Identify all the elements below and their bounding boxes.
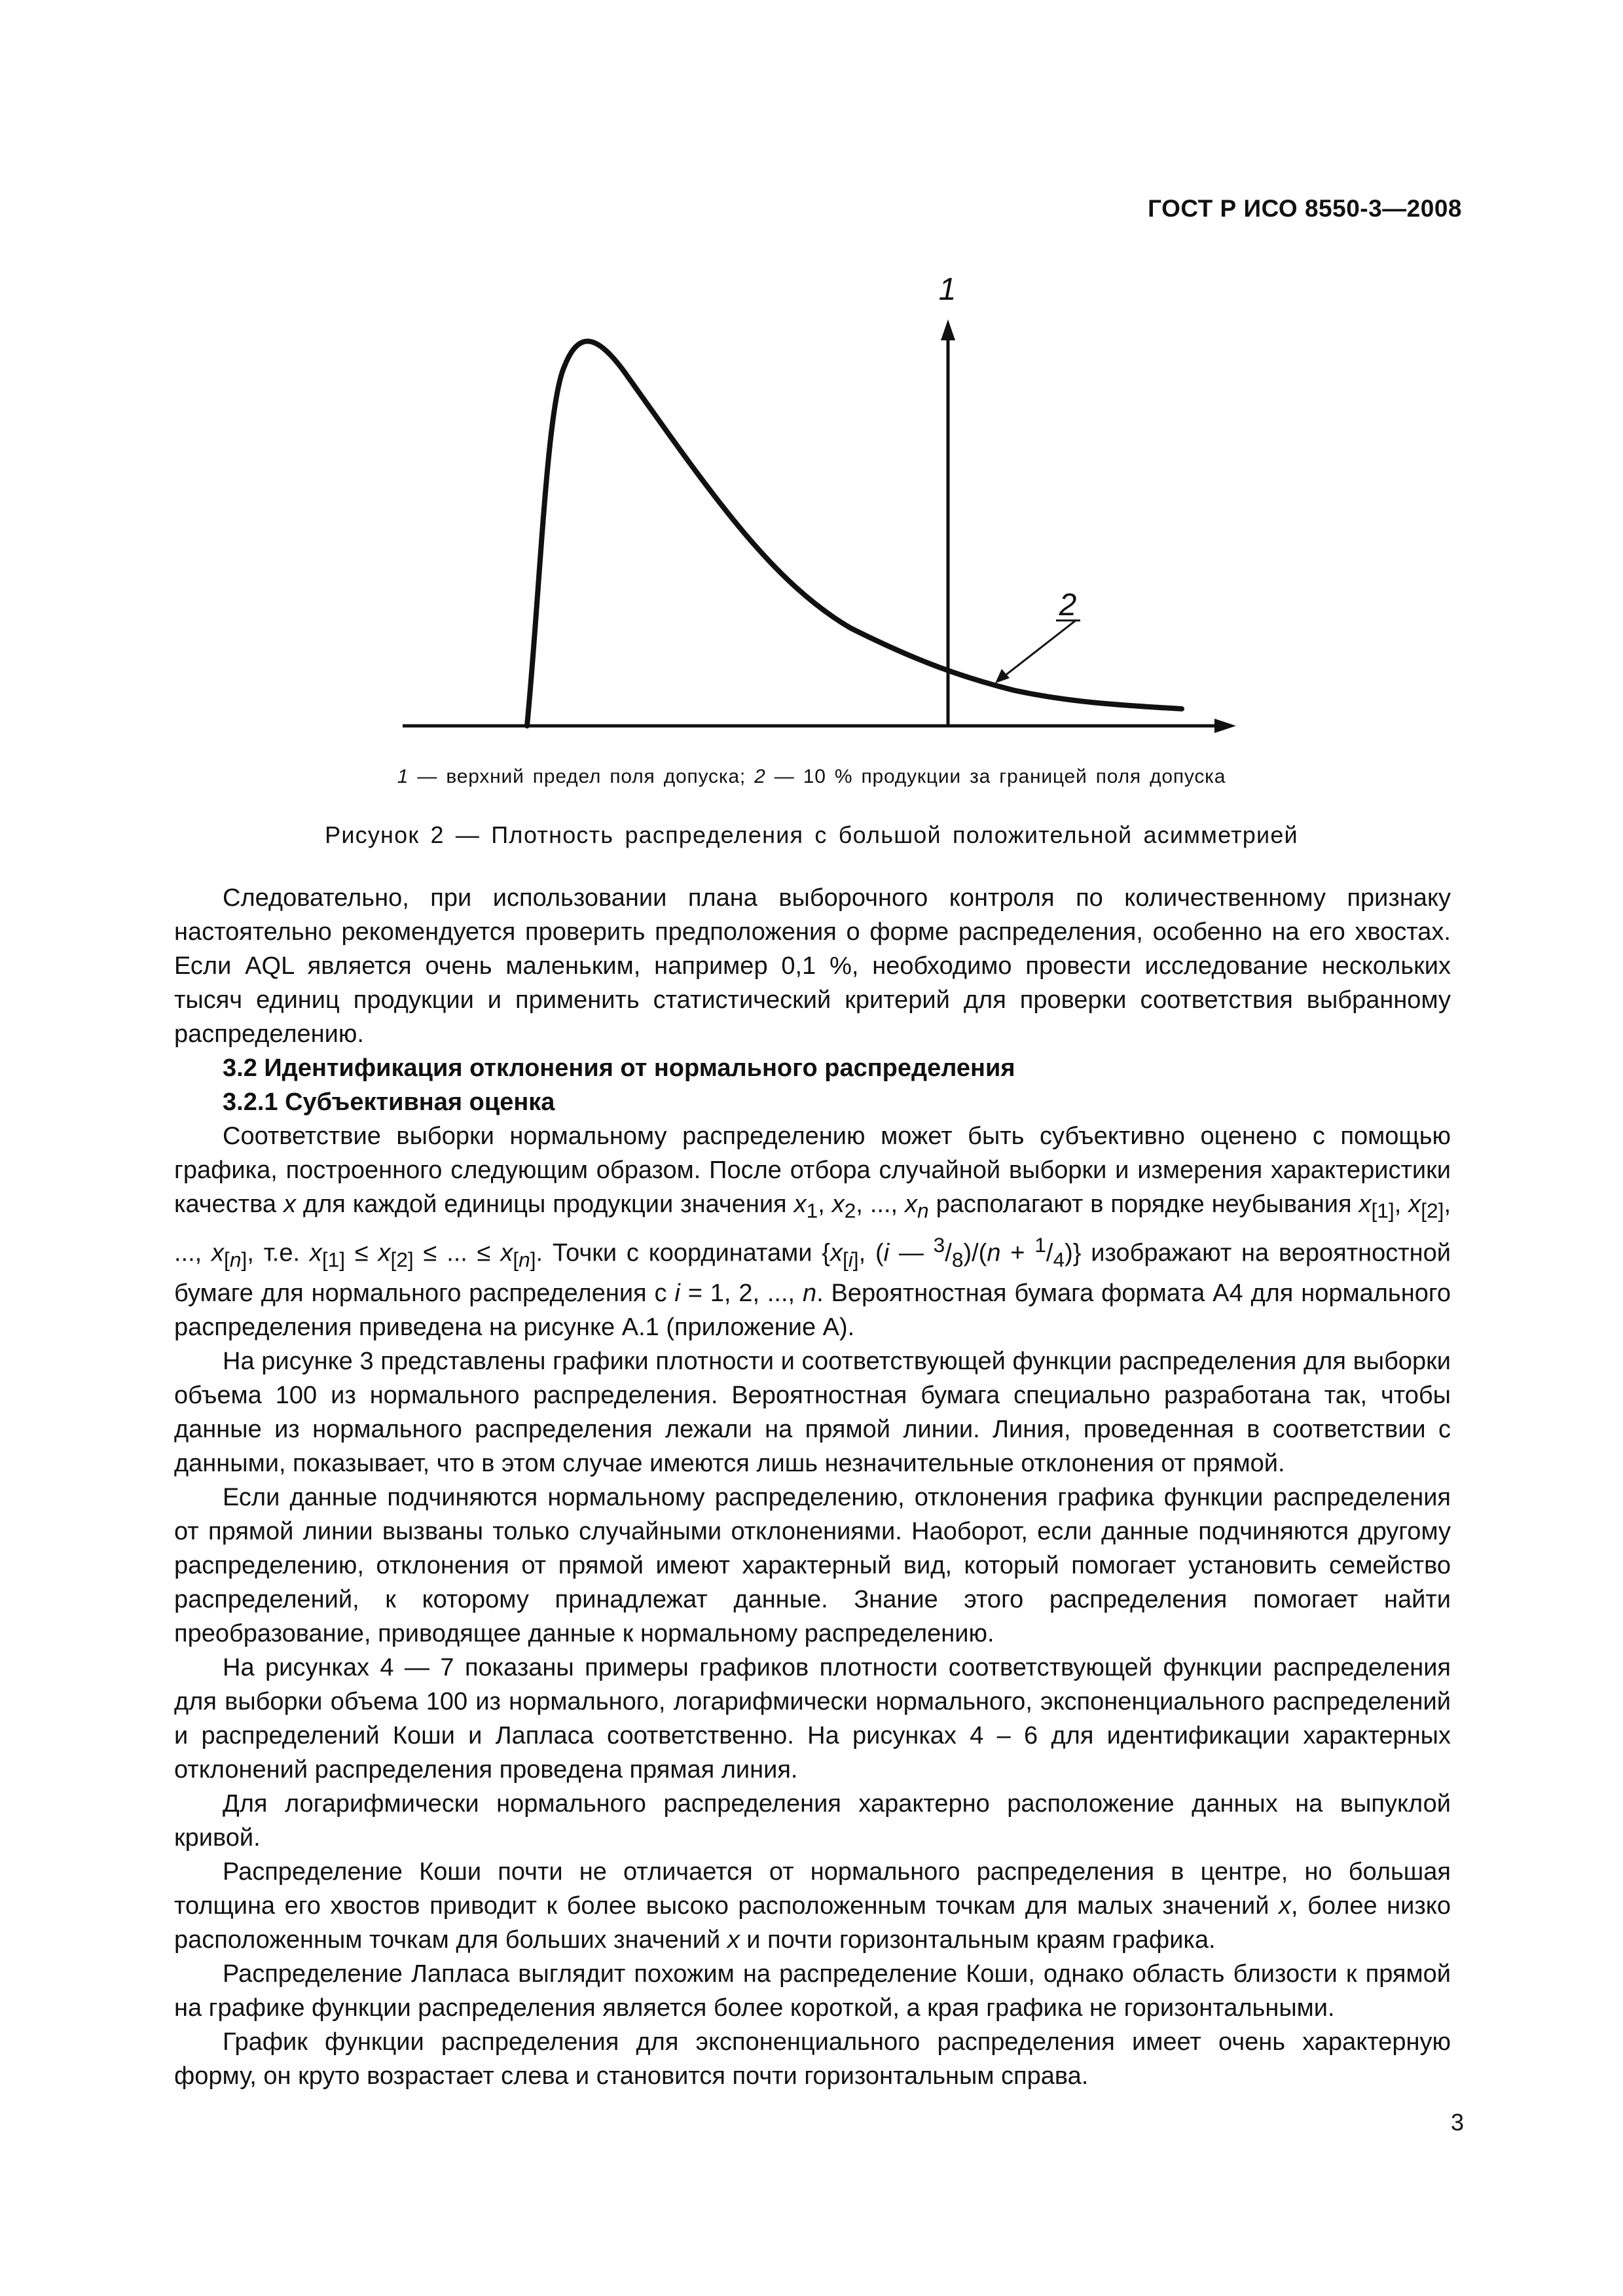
paragraph-8: Распределение Лапласа выглядит похожим на распределение Коши, однако область близости к прямой на графике функции распределения является более короткой, а края графика не горизонтальными. bbox=[174, 1960, 1451, 2022]
upper-limit-arrow-icon bbox=[941, 319, 955, 340]
paragraph-9: График функции распределения для экспоненциального распределения имеет очень характерную форму, он круто возрастает слева и становится почти горизонтальным справа. bbox=[174, 2028, 1451, 2090]
document-header: ГОСТ Р ИСО 8550-3—2008 bbox=[1148, 195, 1462, 222]
legend-text-1: — верхний предел поля допуска; bbox=[409, 766, 755, 787]
paragraph-2: Соответствие выборки нормальному распределению может быть субъективно оценено с помощью графика, построенного следующим образом. После отбора случайной выборки и измерения характеристики качества x для каждой единицы продукции значения $x_1$, $x_2$, ..., $x_n$ располагают в порядке неубывания $x_{[1]}$, $x_{[2]}$, ..., $x_{[n]}$, т.е. $x_{[1]} \le x_{[2]}$ ≤ ... ≤ $x_{[n]}$. Точки с координатами {$x_{[i]}$, (i — $^3/_8)/(n + ^1/_4)$} изображают на вероятностной бумаге для нормального распределения с i = 1, 2, ..., n. Вероятностная бумага формата А4 для нормального распределения приведена на рисунке А.1 (приложение А). bbox=[174, 1122, 1451, 1341]
paragraph-7: Распределение Коши почти не отличается от нормального распределения в центре, но большая толщина его хвостов приводит к более высоко расположенным точкам для малых значений x, более низко расположенным точкам для больших значений x и почти горизонтальным краям графика. bbox=[174, 1857, 1451, 1954]
paragraph-1: Следовательно, при использовании плана выборочного контроля по количественному признаку настоятельно рекомендуется проверить предположения о форме распределения, особенно на его хвостах. Если AQL является очень маленьким, например 0,1 %, необходимо провести исследование нескольких тысяч единиц продукции и применить статистический критерий для проверки соответствия выбранному распределению. bbox=[174, 884, 1451, 1048]
paragraph-6: Для логарифмически нормального распределения характерно расположение данных на выпуклой кривой. bbox=[174, 1789, 1451, 1852]
figure-caption: Рисунок 2 — Плотность распределения с большой положительной асимметрией bbox=[325, 821, 1298, 848]
density-curve bbox=[527, 341, 1182, 726]
legend-num-1: 1 bbox=[397, 766, 409, 787]
paragraph-3: На рисунке 3 представлены графики плотности и соответствующей функции распределения для выборки объема 100 из нормального распределения. Вероятностная бумага специально разработана так, чтобы данные из нормального распределения лежали на прямой линии. Линия, проведенная в соответствии с данными, показывает, что в этом случае имеются лишь незначительные отклонения от прямой. bbox=[174, 1347, 1451, 1477]
density-figure bbox=[0, 0, 1623, 785]
callout-2-arrow-icon bbox=[995, 669, 1010, 683]
figure-legend bbox=[0, 766, 1623, 788]
body-text bbox=[174, 881, 1451, 2093]
callout-2-leader bbox=[998, 620, 1076, 681]
heading-3-2-1: 3.2.1 Субъективная оценка bbox=[223, 1088, 555, 1116]
x-axis-arrow-icon bbox=[1214, 719, 1236, 733]
paragraph-4: Если данные подчиняются нормальному распределению, отклонения графика функции распределения от прямой линии вызваны только случайными отклонениями. Наоборот, если данные подчиняются другому распределению, отклонения от прямой имеют характерный вид, который помогает установить семейство распределений, к которому принадлежат данные. Знание этого распределения помогает найти преобразование, приводящее данные к нормальному распределению. bbox=[174, 1483, 1451, 1647]
paragraph-5: На рисунках 4 — 7 показаны примеры графиков плотности соответствующей функции распределения для выборки объема 100 из нормального, логарифмически нормального, экспоненциального распределений и распределений Коши и Лапласа соответственно. На рисунках 4 – 6 для идентификации характерных отклонений распределения проведена прямая линия. bbox=[174, 1653, 1451, 1784]
heading-3-2: 3.2 Идентификация отклонения от нормального распределения bbox=[223, 1054, 1015, 1082]
legend-text-2: — 10 % продукции за границей поля допуска bbox=[765, 766, 1226, 787]
marker-1-label: 1 bbox=[938, 272, 957, 307]
page-number: 3 bbox=[1450, 2109, 1464, 2136]
marker-2-label: 2 bbox=[1059, 588, 1077, 622]
legend-num-2: 2 bbox=[754, 766, 766, 787]
